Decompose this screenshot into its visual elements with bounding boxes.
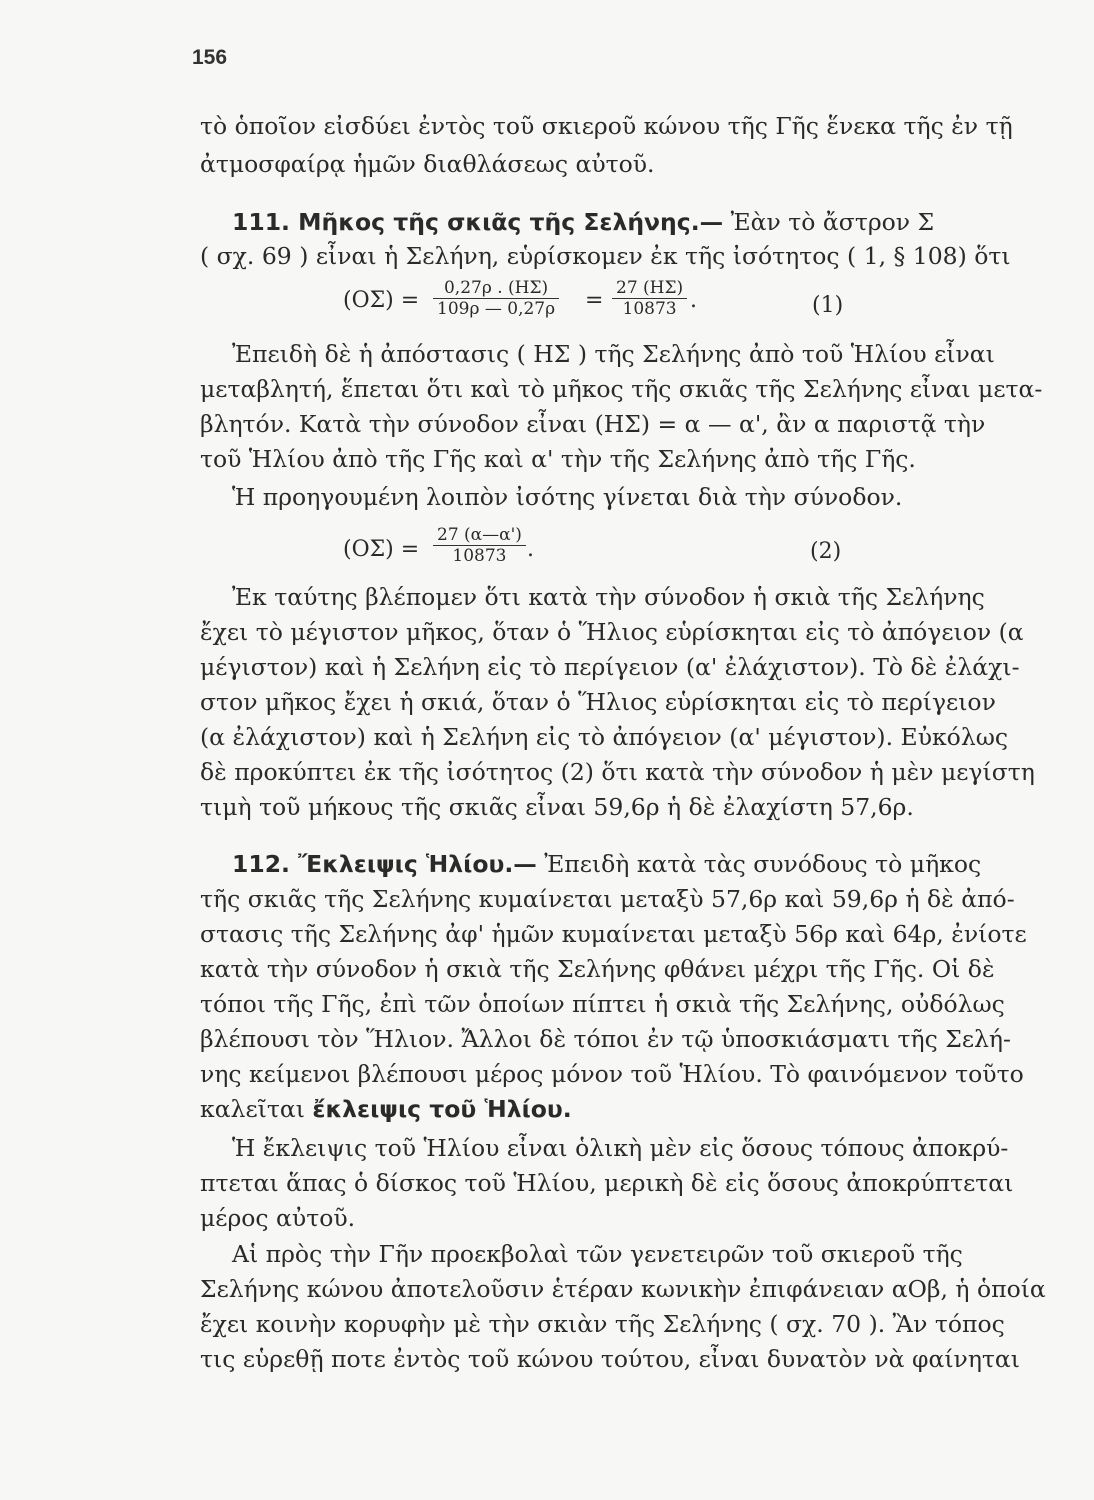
eclipse-term-prefix: καλεῖται bbox=[200, 1095, 313, 1123]
text-line: (α ἐλάχιστον) καὶ ἡ Σελήνη εἰς τὸ ἀπόγειον (α' μέγιστον). Εὐκόλως bbox=[200, 723, 1009, 751]
text-line: τόποι τῆς Γῆς, ἐπὶ τῶν ὁποίων πίπτει ἡ σκιὰ τῆς Σελήνης, οὐδόλως bbox=[200, 990, 1005, 1018]
equation-2-label: (2) bbox=[810, 539, 842, 564]
text-line: Αἱ πρὸς τὴν Γῆν προεκβολαὶ τῶν γενετειρῶν τοῦ σκιεροῦ τῆς bbox=[232, 1240, 963, 1268]
fraction-denominator: 10873 bbox=[622, 299, 677, 319]
equation-1-lhs: (ΟΣ) = bbox=[343, 288, 420, 313]
text-line: πτεται ἅπας ὁ δίσκος τοῦ Ἡλίου, μερικὴ δὲ εἰς ὅσους ἀποκρύπτεται bbox=[200, 1169, 1014, 1197]
text-line: Ἐπειδὴ δὲ ἡ ἀπόστασις ( ΗΣ ) τῆς Σελήνης ἀπὸ τοῦ Ἡλίου εἶναι bbox=[232, 340, 995, 368]
fraction-numerator: 27 (α—α') bbox=[433, 525, 526, 546]
equation-1-fraction-b bbox=[612, 278, 687, 319]
fraction-numerator: 0,27ρ . (ΗΣ) bbox=[433, 278, 559, 299]
equals-sign: = bbox=[585, 288, 604, 313]
text-line: τιμὴ τοῦ μήκους τῆς σκιᾶς εἶναι 59,6ρ ἡ δὲ ἐλαχίστη 57,6ρ. bbox=[200, 793, 914, 821]
equation-1-period: . bbox=[690, 288, 697, 313]
text-line: Ἡ ἔκλειψις τοῦ Ἡλίου εἶναι ὁλικὴ μὲν εἰς ὅσους τόπους ἀποκρύ- bbox=[232, 1134, 1009, 1162]
section-112-text: Ἐπειδὴ κατὰ τὰς συνόδους τὸ μῆκος bbox=[536, 850, 982, 878]
text-line: βλέπουσι τὸν Ἥλιον. Ἄλλοι δὲ τόποι ἐν τῷ ὑποσκιάσματι τῆς Σελή- bbox=[200, 1025, 1011, 1053]
fraction-denominator: 109ρ — 0,27ρ bbox=[437, 299, 556, 319]
text-line: τις εὑρεθῇ ποτε ἐντὸς τοῦ κώνου τούτου, εἶναι δυνατὸν νὰ φαίνηται bbox=[200, 1345, 1020, 1373]
text-line: ἔχει κοινὴν κορυφὴν μὲ τὴν σκιὰν τῆς Σελήνης ( σχ. 70 ). Ἂν τόπος bbox=[200, 1310, 1005, 1338]
section-112-first-line bbox=[232, 850, 982, 878]
text-line: μέγιστον) καὶ ἡ Σελήνη εἰς τὸ περίγειον (α' ἐλάχιστον). Τὸ δὲ ἐλάχι- bbox=[200, 653, 1020, 681]
section-112-heading: 112. Ἔκλειψις Ἡλίου.— bbox=[232, 850, 537, 878]
eclipse-term: ἔκλειψις τοῦ Ἡλίου. bbox=[312, 1095, 572, 1123]
fraction-numerator: 27 (ΗΣ) bbox=[612, 278, 687, 299]
text-line: νης κείμενοι βλέπουσι μέρος μόνον τοῦ Ἡλίου. Τὸ φαινόμενον τοῦτο bbox=[200, 1060, 1024, 1088]
equation-2-period: . bbox=[527, 537, 534, 562]
text-line: τοῦ Ἡλίου ἀπὸ τῆς Γῆς καὶ α' τὴν τῆς Σελήνης ἀπὸ τῆς Γῆς. bbox=[200, 445, 916, 473]
text-line: ἀτμοσφαίρᾳ ἡμῶν διαθλάσεως αὐτοῦ. bbox=[200, 150, 655, 178]
section-111-text: Ἐὰν τὸ ἄστρον Σ bbox=[723, 208, 935, 236]
eclipse-term-line bbox=[200, 1095, 848, 1123]
text-line: τῆς σκιᾶς τῆς Σελήνης κυμαίνεται μεταξὺ 57,6ρ καὶ 59,6ρ ἡ δὲ ἀπό- bbox=[200, 885, 1015, 913]
text-line: βλητόν. Κατὰ τὴν σύνοδον εἶναι (ΗΣ) = α — α', ἂν α παριστᾷ τὴν bbox=[200, 410, 986, 438]
text-line: κατὰ τὴν σύνοδον ἡ σκιὰ τῆς Σελήνης φθάνει μέχρι τῆς Γῆς. Οἱ δὲ bbox=[200, 955, 995, 983]
page-number: 156 bbox=[192, 46, 228, 69]
equation-2-lhs: (ΟΣ) = bbox=[343, 537, 420, 562]
text-line: Ἐκ ταύτης βλέπομεν ὅτι κατὰ τὴν σύνοδον ἡ σκιὰ τῆς Σελήνης bbox=[232, 583, 985, 611]
fraction-denominator: 10873 bbox=[452, 546, 507, 566]
equation-2-fraction bbox=[433, 525, 526, 566]
text-line: Ἡ προηγουμένη λοιπὸν ἰσότης γίνεται διὰ τὴν σύνοδον. bbox=[232, 483, 903, 511]
text-line: ( σχ. 69 ) εἶναι ἡ Σελήνη, εὑρίσκομεν ἐκ τῆς ἰσότητος ( 1, § 108) ὅτι bbox=[200, 242, 1011, 270]
text-line: μεταβλητή, ἕπεται ὅτι καὶ τὸ μῆκος τῆς σκιᾶς τῆς Σελήνης εἶναι μετα- bbox=[200, 375, 1043, 403]
section-111-first-line bbox=[232, 208, 935, 236]
text-line: Σελήνης κώνου ἀποτελοῦσιν ἑτέραν κωνικὴν ἐπιφάνειαν αΟβ, ἡ ὁποία bbox=[200, 1275, 1046, 1303]
text-line: τὸ ὁποῖον εἰσδύει ἐντὸς τοῦ σκιεροῦ κώνου τῆς Γῆς ἕνεκα τῆς ἐν τῇ bbox=[200, 112, 1013, 140]
equation-1-label: (1) bbox=[812, 293, 844, 318]
text-line: στον μῆκος ἔχει ἡ σκιά, ὅταν ὁ Ἥλιος εὑρίσκηται εἰς τὸ περίγειον bbox=[200, 688, 996, 716]
section-111-heading: 111. Μῆκος τῆς σκιᾶς τῆς Σελήνης.— bbox=[232, 208, 724, 236]
text-line: στασις τῆς Σελήνης ἀφ' ἡμῶν κυμαίνεται μεταξὺ 56ρ καὶ 64ρ, ἐνίοτε bbox=[200, 920, 1027, 948]
text-line: μέρος αὐτοῦ. bbox=[200, 1204, 356, 1232]
text-line: δὲ προκύπτει ἐκ τῆς ἰσότητος (2) ὅτι κατὰ τὴν σύνοδον ἡ μὲν μεγίστη bbox=[200, 758, 1035, 786]
text-line: ἔχει τὸ μέγιστον μῆκος, ὅταν ὁ Ἥλιος εὑρίσκηται εἰς τὸ ἀπόγειον (α bbox=[200, 618, 1024, 646]
equation-1-fraction-a bbox=[433, 278, 559, 319]
